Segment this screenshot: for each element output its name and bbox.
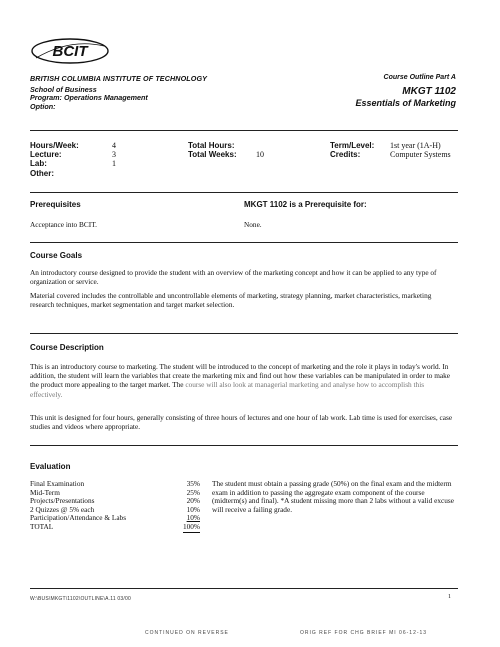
hours-labels (30, 141, 79, 178)
divider (30, 445, 458, 446)
prerequisites-value: Acceptance into BCIT. (30, 220, 97, 229)
option-label: Option: (30, 101, 56, 111)
evaluation-title: Evaluation (30, 462, 71, 471)
term-value: 1st year (1A-H) (390, 141, 441, 150)
page-number: 1 (448, 594, 451, 600)
course-title: Essentials of Marketing (355, 98, 456, 108)
prerequisites-title: Prerequisites (30, 200, 81, 209)
evaluation-note: The student must obtain a passing grade (50%) on the final exam and the midterm exam in addition to passing the aggregate exam component of the course (midterm(s) and final). *A student missing more than 2 labs without a valid excuse will receive a failing grade. (212, 479, 454, 514)
evaluation-total-row: TOTAL 100% (30, 521, 200, 531)
course-description-p1 (30, 362, 456, 399)
divider (30, 333, 458, 334)
divider (30, 192, 458, 193)
fax-footer: ORIG REF FOR CHG BRIEF MI 06-12-13 (300, 630, 428, 636)
lecture-value: 3 (112, 150, 116, 160)
evaluation-row: 2 Quizzes @ 5% each 10% (30, 504, 200, 514)
credits-value: Computer Systems (390, 150, 451, 160)
logo-text: BCIT (52, 43, 88, 60)
divider (30, 242, 458, 243)
course-goals-p2: Material covered includes the controllable and uncontrollable elements of marketing, strategy planning, market characteristics, marketing research techniques, market segmentation and target market selection. (30, 291, 432, 310)
outline-label: Course Outline Part A (383, 74, 456, 81)
term-label: Term/Level: (330, 141, 375, 150)
course-header (355, 74, 456, 108)
program-name: Program: Operations Management (30, 93, 148, 103)
term-values (390, 141, 451, 159)
other-label: Other: (30, 168, 54, 178)
total-hours-label: Total Hours: (188, 141, 235, 150)
evaluation-row: Projects/Presentations 20% (30, 496, 200, 506)
lab-value: 1 (112, 159, 116, 169)
course-description-p1-faint: course will also look at managerial marketing and analyse how to accomplish this effectively. (30, 380, 425, 399)
institute-name: BRITISH COLUMBIA INSTITUTE OF TECHNOLOGY (30, 74, 208, 83)
footer-path: W:\BUS\MKGT\1102\OUTLINE\A.11 03/00 (30, 596, 131, 602)
total-labels (188, 141, 237, 159)
lab-label: Lab: (30, 159, 47, 169)
lecture-label: Lecture: (30, 150, 62, 160)
hours-week-value: 4 (112, 141, 116, 150)
course-description-p2: This unit is designed for four hours, generally consisting of three hours of lectures and one hour of lab work. Lab time is used for exercises, case studies and videos where appropriate. (30, 413, 453, 432)
term-labels (330, 141, 374, 159)
hours-values (112, 141, 116, 169)
evaluation-row: Mid-Term 25% (30, 487, 200, 497)
course-description-p1-text: This is an introductory course to marketing. The student will be introduced to the concept of marketing and the role it plays in today's world. In addition, the student will learn the variables that create the marketing mix and find out how these variables can be manipulated in order to make the product more appealing to the target market. The (30, 362, 451, 390)
total-weeks-value: 10 (256, 150, 264, 159)
divider (30, 588, 458, 589)
credits-label: Credits: (330, 150, 361, 160)
hours-week-label: Hours/Week: (30, 141, 79, 150)
continued-note: CONTINUED ON REVERSE (145, 630, 229, 636)
prereq-for-value: None. (244, 220, 262, 229)
course-number: MKGT 1102 (402, 86, 456, 97)
course-goals-p1: An introductory course designed to provide the student with an overview of the marketing concept and how it can be applied to any type of organization or service. (30, 268, 437, 287)
evaluation-row: Final Examination 35% (30, 479, 200, 488)
school-name: School of Business (30, 85, 97, 94)
evaluation-row: Participation/Attendance & Labs 10% (30, 513, 200, 523)
course-goals-title: Course Goals (30, 251, 83, 260)
evaluation-table (30, 480, 200, 533)
prereq-for-title: MKGT 1102 is a Prerequisite for: (244, 200, 367, 209)
program-info (30, 86, 148, 111)
course-description-title: Course Description (30, 343, 104, 352)
divider (30, 130, 458, 131)
bcit-logo (30, 36, 110, 66)
total-weeks-label: Total Weeks: (188, 150, 237, 160)
